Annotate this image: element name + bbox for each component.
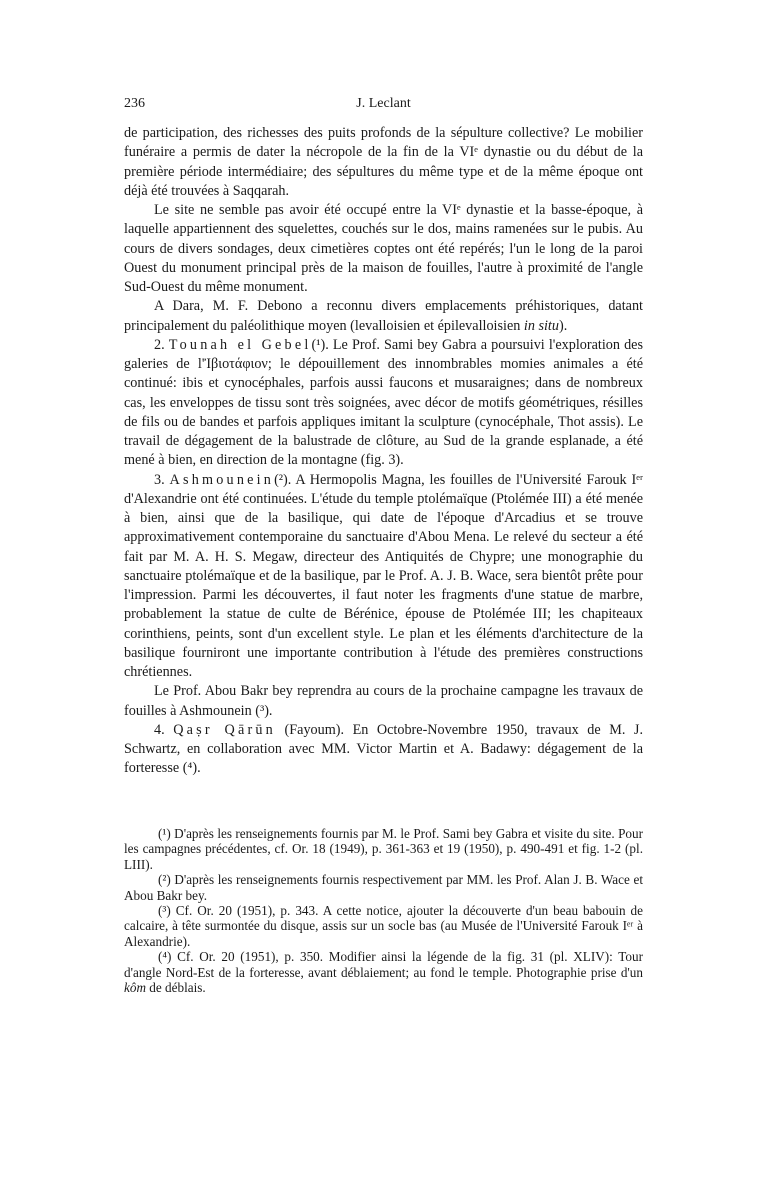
paragraph-necropole: de participation, des richesses des puits profonds de la sépulture collective? Le mobilier funéraire a permis de dater la nécropole de la fin de la VIᵉ dynastie ou du début de la première période intermédiaire; des sépultures du même type et de la même époque ont déjà été trouvées à Saqqarah. bbox=[124, 125, 643, 199]
paragraph-site-occupation: Le site ne semble pas avoir été occupé entre la VIᵉ dynastie et la basse-époque, à laquelle appartiennent des squelettes, couchés sur le dos, mains ramenées sur le pubis. Au cours de divers sondages, deux cimetières coptes ont été repérés; l'un le long de la paroi Ouest du monument principal près de la maison de fouilles, l'autre à proximité de l'angle Sud-Ouest du même monument. bbox=[124, 202, 643, 295]
page-header bbox=[124, 96, 643, 116]
italic-term: in situ bbox=[523, 317, 559, 334]
paragraph-abou-bakr: Le Prof. Abou Bakr bey reprendra au cours de la prochaine campagne les travaux de fouilles à Ashmounein (³). bbox=[124, 683, 643, 719]
paragraph-ashmounein: 3. Ashmounein(²). A Hermopolis Magna, les fouilles de l'Université Farouk Iᵉʳ d'Alexandrie ont été continuées. L'étude du temple ptolémaïque (Ptolémée III) a été menée à bien, ainsi que de la basilique, qui date de l'époque d'Arcadius et se trouve approximativement contemporaine du sanctuaire d'Abou Mena. Le relevé du secteur a été fait par M. A. H. S. Megaw, directeur des Antiquités de Chypre; une monographie du sanctuaire ptolémaïque et de la basilique, par le Prof. A. J. B. Wace, sera bientôt prête pour l'impression. Parmi les découvertes, il faut noter les fragments d'une statue de marbre, probablement la statue de culte de Bérénice, épouse de Ptolémée III; les chapiteaux corinthiens, peints, sont d'un excellent style. Le plan et les éléments d'architecture de la basilique fourniront une importante contribution à l'étude des premières constructions chrétiennes. bbox=[124, 471, 643, 680]
running-head: J. Leclant bbox=[356, 96, 411, 111]
italic-term: kôm bbox=[124, 980, 146, 996]
page-number: 236 bbox=[124, 96, 145, 111]
paragraph-tounah-el-gebel: 2. Tounah el Gebel(¹). Le Prof. Sami bey Gabra a poursuivi l'exploration des galeries de l'Ἰβιοτάφιον; le dépouillement des innombrables momies animales a été continué: ibis et cynocéphales, parfois aussi faucons et musaraignes; dans de nombreux cas, les enveloppes de tissu sont très soignées, avec décor de motifs géométriques, résilles de fils ou de bandes et parfois appliques imitant la sculpture (cynocéphale, Thot assis). Le travail de dégagement de la balustrade de clôture, au Sud de la grande esplanade, a été mené à bien, en direction de la montagne (fig. 3). bbox=[124, 336, 644, 469]
footnote-2: (²) D'après les renseignements fournis respectivement par MM. les Prof. Alan J. B. Wace et Abou Bakr bey. bbox=[124, 872, 643, 903]
footnotes bbox=[124, 826, 643, 995]
footnote-ref-1: (¹) bbox=[311, 336, 326, 353]
site-name-ashmounein: Ashmounein bbox=[169, 471, 275, 488]
site-name-qasr-qarun: Qaṣr Qārūn bbox=[173, 721, 276, 738]
footnote-3: (³) Cf. Or. 20 (1951), p. 343. A cette notice, ajouter la découverte d'un beau babouin de calcaire, à tête surmontée du disque, assis sur un socle bas (au Musée de l'Université Farouk Iᵉʳ à Alexandrie). bbox=[124, 903, 643, 949]
footnote-4: (⁴) Cf. Or. 20 (1951), p. 350. Modifier ainsi la légende de la fig. 31 (pl. XLIV): Tour d'angle Nord-Est de la forteresse, avant déblaiement; au fond le temple. Photographie prise d'un kôm de déblais. bbox=[124, 949, 643, 996]
body-text bbox=[124, 124, 643, 779]
footnote-ref-2: (²) bbox=[274, 471, 288, 488]
site-name-tounah: Tounah el Gebel bbox=[168, 336, 312, 353]
paragraph-qasr-qarun: 4. Qaṣr Qārūn (Fayoum). En Octobre-Novembre 1950, travaux de M. J. Schwartz, en collaboration avec MM. Victor Martin et A. Badawy: dégagement de la forteresse (⁴). bbox=[124, 721, 643, 777]
footnote-1: (¹) D'après les renseignements fournis par M. le Prof. Sami bey Gabra et visite du site. Pour les campagnes précédentes, cf. Or. 18 (1949), p. 361-363 et 19 (1950), p. 490-491 et fig. 1-2 (pl. LIII). bbox=[124, 826, 643, 872]
paragraph-dara: A Dara, M. F. Debono a reconnu divers emplacements préhistoriques, datant principalement du paléolithique moyen (levalloisien et épilevalloisien in situ). bbox=[124, 298, 643, 334]
